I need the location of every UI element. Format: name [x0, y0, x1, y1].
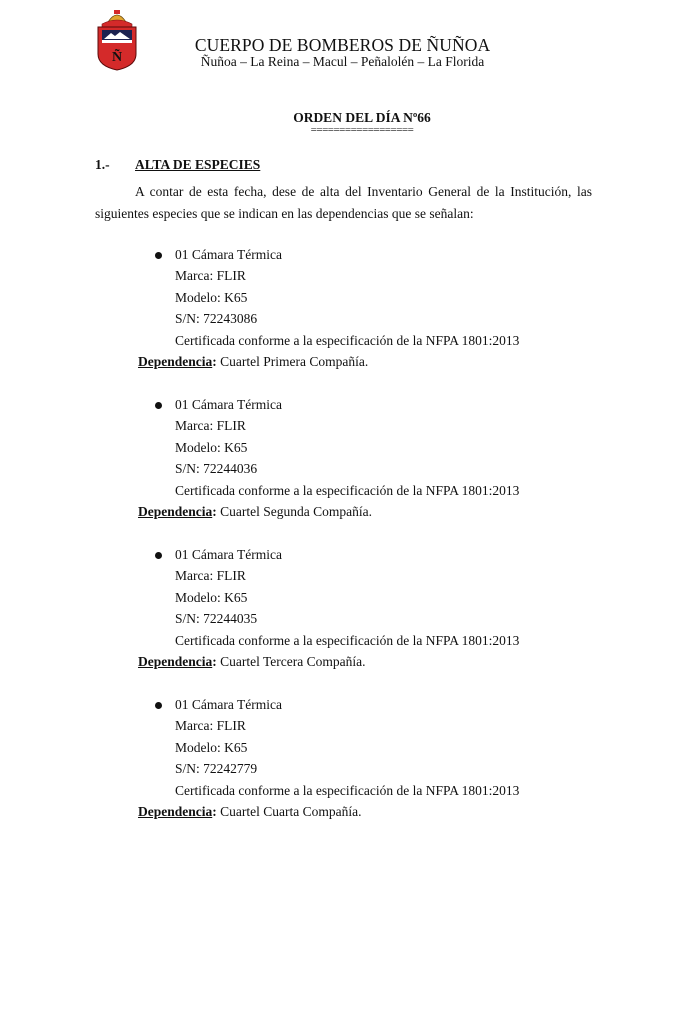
- bullet-icon: [155, 402, 162, 409]
- dependency-label: Dependencia: [138, 354, 213, 369]
- item-brand: Marca: FLIR: [175, 268, 246, 283]
- item-certification: Certificada conforme a la especificación de la NFPA 1801:2013: [175, 783, 520, 798]
- item-serial: S/N: 72243086: [175, 311, 258, 326]
- item-dependency: Dependencia: Cuartel Primera Compañía.: [138, 354, 369, 369]
- item-serial: S/N: 72242779: [175, 761, 258, 776]
- item-name: 01 Cámara Térmica: [175, 547, 282, 562]
- dependency-value: Cuartel Cuarta Compañía.: [216, 804, 362, 819]
- item-serial: S/N: 72244035: [175, 611, 258, 626]
- item-brand: Marca: FLIR: [175, 418, 246, 433]
- dependency-label: Dependencia: [138, 654, 213, 669]
- item-model: Modelo: K65: [175, 440, 248, 455]
- logo-letter: Ñ: [111, 50, 123, 65]
- item-model: Modelo: K65: [175, 290, 248, 305]
- item-dependency: Dependencia: Cuartel Segunda Compañía.: [138, 504, 372, 519]
- item-serial: S/N: 72244036: [175, 461, 258, 476]
- item-certification: Certificada conforme a la especificación de la NFPA 1801:2013: [175, 483, 520, 498]
- section-title: ALTA DE ESPECIES: [135, 157, 261, 172]
- bullet-icon: [155, 252, 162, 259]
- bullet-icon: [155, 702, 162, 709]
- institution-title: CUERPO DE BOMBEROS DE ÑUÑOA: [194, 35, 491, 55]
- bomberos-crest-logo: [94, 6, 140, 72]
- item-name: 01 Cámara Térmica: [175, 247, 282, 262]
- section-intro: A contar de esta fecha, dese de alta del Inventario General de la Institución, las siguientes especies que se indican en las dependencias que se señalan:: [95, 184, 592, 221]
- item-brand: Marca: FLIR: [175, 718, 246, 733]
- item-certification: Certificada conforme a la especificación de la NFPA 1801:2013: [175, 633, 520, 648]
- dependency-value: Cuartel Primera Compañía.: [216, 354, 369, 369]
- item-dependency: Dependencia: Cuartel Cuarta Compañía.: [138, 804, 362, 819]
- item-model: Modelo: K65: [175, 590, 248, 605]
- item-name: 01 Cámara Térmica: [175, 397, 282, 412]
- item-brand: Marca: FLIR: [175, 568, 246, 583]
- dependency-value: Cuartel Segunda Compañía.: [216, 504, 372, 519]
- item-certification: Certificada conforme a la especificación de la NFPA 1801:2013: [175, 333, 520, 348]
- item-dependency: Dependencia: Cuartel Tercera Compañía.: [138, 654, 366, 669]
- institution-subtitle: Ñuñoa – La Reina – Macul – Peñalolén – La Florida: [200, 54, 485, 69]
- section-number: 1.-: [95, 157, 110, 172]
- dependency-value: Cuartel Tercera Compañía.: [216, 654, 366, 669]
- dependency-label: Dependencia: [138, 804, 213, 819]
- dependency-label: Dependencia: [138, 504, 213, 519]
- item-model: Modelo: K65: [175, 740, 248, 755]
- item-name: 01 Cámara Térmica: [175, 697, 282, 712]
- bullet-icon: [155, 552, 162, 559]
- order-title: ORDEN DEL DÍA Nº66: [293, 110, 431, 125]
- order-title-rule: ==================: [310, 124, 414, 136]
